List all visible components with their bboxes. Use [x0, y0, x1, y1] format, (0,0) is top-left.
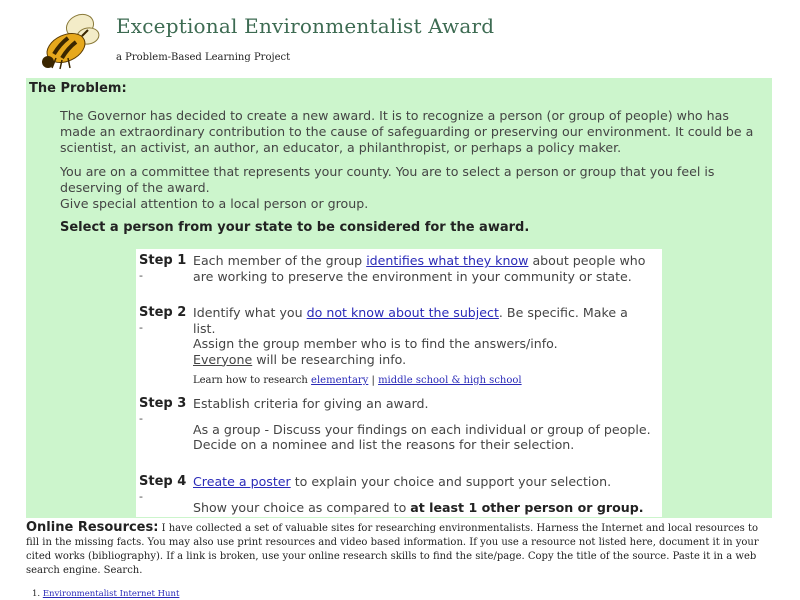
step-body — [193, 396, 653, 453]
resource-list-item — [32, 589, 179, 599]
step-text: Each member of the group — [193, 253, 367, 268]
learn-prefix: Learn how to research — [193, 375, 312, 386]
local-attention-text: Give special attention to a local person or group. — [60, 196, 369, 211]
step-text: Decide on a nominee and list the reasons for their selection. — [193, 437, 575, 452]
step-text: about people who are working to preserve the environment in your community or state. — [193, 253, 646, 284]
step-label: Step 2 — [139, 305, 187, 320]
step-text: to explain your choice and support your selection. — [290, 474, 612, 489]
step-text: Show your choice as compared to — [193, 499, 411, 515]
resources-text: I have collected a set of valuable sites for researching environmentalists. Harness the Internet and local resources to fill in the missing facts. You may also use print resources and video based information. If you use a resource not listed here, document it in your cited works (bibliography). If a link is broken, use your online research skills to find the site/page. Copy the title of the source. Paste it in a web search engine. Search. — [26, 523, 759, 576]
step-label: Step 4 — [139, 474, 187, 489]
problem-heading: The Problem: — [29, 81, 127, 96]
committee-text: You are on a committee that represents your county. You are to select a person or group that you feel is deserving of the award. — [60, 164, 715, 195]
bee-icon — [36, 10, 104, 70]
select-statement: Select a person from your state to be considered for the award. — [60, 220, 530, 235]
identifies-link[interactable]: identifies what they know — [366, 253, 529, 268]
step-text: Identify what you — [193, 305, 307, 320]
step-text: will be researching info. — [252, 351, 407, 367]
middle-high-school-link[interactable]: middle school & high school — [378, 375, 522, 386]
step-emphasis: at least 1 other person or group. — [410, 499, 644, 515]
step-body — [193, 305, 653, 389]
page-subtitle: a Problem-Based Learning Project — [116, 52, 291, 63]
step-label: Step 1 — [139, 253, 187, 268]
step-dash: - — [139, 321, 143, 334]
separator: | — [368, 375, 379, 386]
step-label: Step 3 — [139, 396, 187, 411]
online-resources — [26, 521, 772, 578]
create-poster-link[interactable]: Create a poster — [193, 474, 291, 489]
step-dash: - — [139, 269, 143, 282]
page-title: Exceptional Environmentalist Award — [116, 14, 495, 38]
elementary-link[interactable]: elementary — [311, 375, 369, 386]
problem-section — [26, 78, 772, 518]
step-text: Establish criteria for giving an award. — [193, 396, 429, 411]
environmentalist-hunt-link[interactable]: Environmentalist Internet Hunt — [42, 589, 180, 599]
step-body — [193, 253, 653, 284]
step-text: As a group - Discuss your findings on each individual or group of people. — [193, 421, 651, 437]
everyone-text: Everyone — [193, 351, 253, 367]
committee-paragraph — [60, 164, 760, 212]
step-dash: - — [139, 490, 143, 503]
step-text: . Be specific. Make a list. — [193, 305, 628, 336]
do-not-know-link[interactable]: do not know about the subject — [306, 305, 499, 320]
steps-box — [136, 249, 662, 517]
step-text: Assign the group member who is to find the answers/info. — [193, 336, 558, 351]
resources-heading: Online Resources: — [26, 520, 159, 535]
step-body — [193, 474, 653, 515]
list-number: 1. — [32, 589, 43, 599]
step-dash: - — [139, 412, 143, 425]
problem-paragraph: The Governor has decided to create a new award. It is to recognize a person (or group of people) who has made an extraordinary contribution to the cause of safeguarding or preserving our environment. It could be a scientist, an activist, an author, an educator, a philanthropist, or perhaps a policy maker. — [60, 108, 754, 155]
